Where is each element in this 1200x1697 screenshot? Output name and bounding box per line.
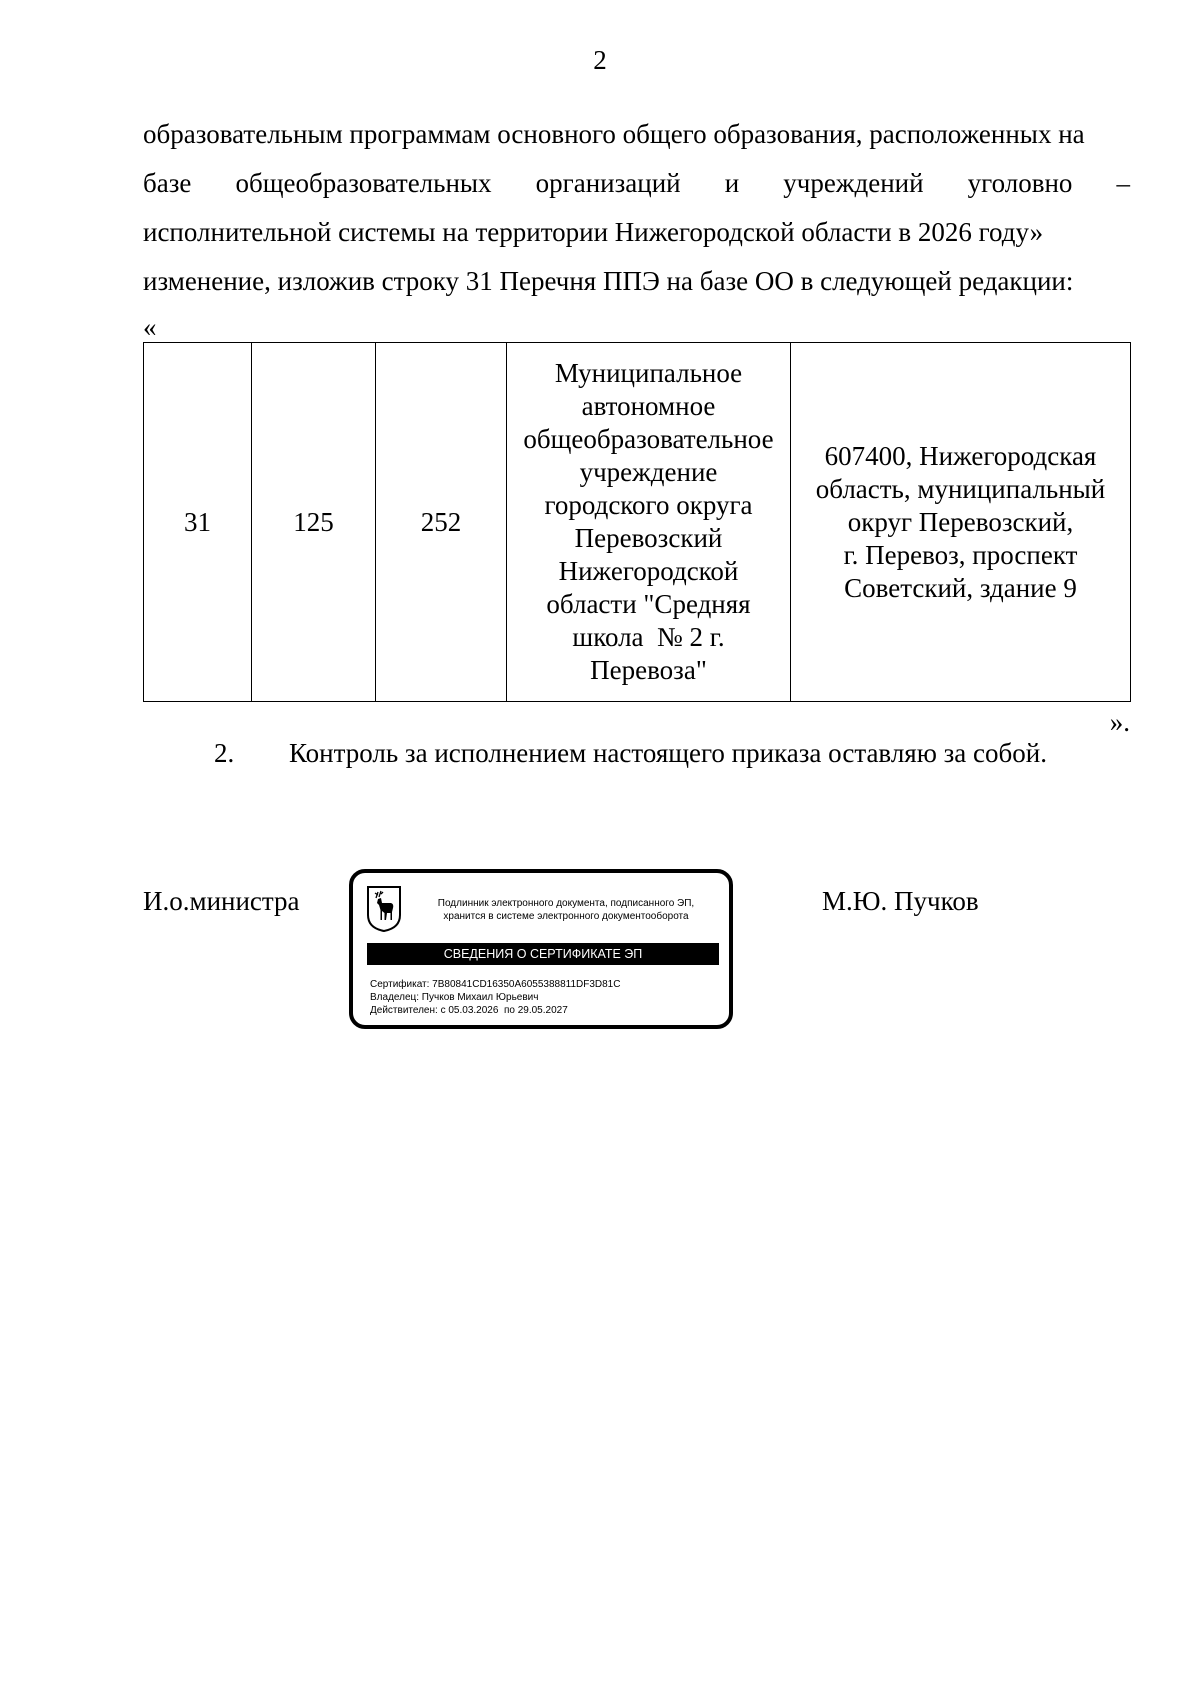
table-cell-address <box>791 343 1131 702</box>
closing-quote-mark: ». <box>1109 707 1130 737</box>
stamp-notice-line-1: Подлинник электронного документа, подписанного ЭП, <box>437 898 695 909</box>
stamp-certificate: Сертификат: 7B80841CD16350A6055388811DF3D81C <box>370 979 621 990</box>
cell-text: 252 <box>420 506 462 537</box>
institution-line: учреждение <box>579 457 718 487</box>
table-cell-code-2 <box>376 343 507 702</box>
address-line: Советский, здание 9 <box>844 572 1077 603</box>
opening-quote-mark: « <box>143 312 157 342</box>
stamp-header: СВЕДЕНИЯ О СЕРТИФИКАТЕ ЭП <box>367 943 719 965</box>
address-line: округ Перевозский, <box>847 506 1074 537</box>
ppe-table <box>143 342 1131 702</box>
paragraph-line: образовательным программам основного общего образования, расположенных на <box>143 119 1085 149</box>
item-number: 2. <box>214 738 235 768</box>
institution-line: общеобразовательное <box>523 424 774 454</box>
item-text: Контроль за исполнением настоящего приказа оставляю за собой. <box>289 738 1047 768</box>
address-line: область, муниципальный <box>815 473 1106 504</box>
institution-line: Перевоза" <box>590 655 707 685</box>
institution-line: Муниципальное <box>554 358 743 388</box>
institution-line: автономное <box>581 391 716 421</box>
table-cell-institution <box>507 343 791 702</box>
body-paragraph <box>143 110 1130 306</box>
table-cell-row-number <box>144 343 252 702</box>
stamp-notice-line-2: хранится в системе электронного документооборота <box>443 911 689 922</box>
institution-line: школа № 2 г. <box>572 622 725 652</box>
signer-title: И.о.министра <box>143 886 300 916</box>
institution-line: городского округа <box>544 490 753 520</box>
deer-coat-of-arms-icon <box>365 885 403 933</box>
address-line: г. Перевоз, проспект <box>843 539 1078 570</box>
institution-line: Перевозский <box>574 523 723 553</box>
numbered-item-2 <box>214 736 1047 770</box>
stamp-validity: Действителен: с 05.03.2026 по 29.05.2027 <box>370 1005 568 1016</box>
paragraph-line: изменение, изложив строку 31 Перечня ППЭ на базе ОО в следующей редакции: <box>143 266 1074 296</box>
paragraph-line: базе общеобразовательных организаций и учреждений уголовно – <box>143 168 1130 198</box>
page-number: 2 <box>593 45 607 75</box>
address-line: 607400, Нижегородская <box>824 440 1097 471</box>
cell-text: 125 <box>293 506 334 537</box>
cell-text: 31 <box>184 506 211 537</box>
institution-line: области "Средняя <box>546 589 751 619</box>
stamp-owner: Владелец: Пучков Михаил Юрьевич <box>370 992 539 1003</box>
institution-line: Нижегородской <box>558 556 739 586</box>
table-row <box>144 343 1131 702</box>
signer-name: М.Ю. Пучков <box>822 886 979 916</box>
table-cell-code-1 <box>252 343 376 702</box>
electronic-signature-stamp <box>349 869 733 1029</box>
paragraph-line: исполнительной системы на территории Нижегородской области в 2026 году» <box>143 217 1044 247</box>
